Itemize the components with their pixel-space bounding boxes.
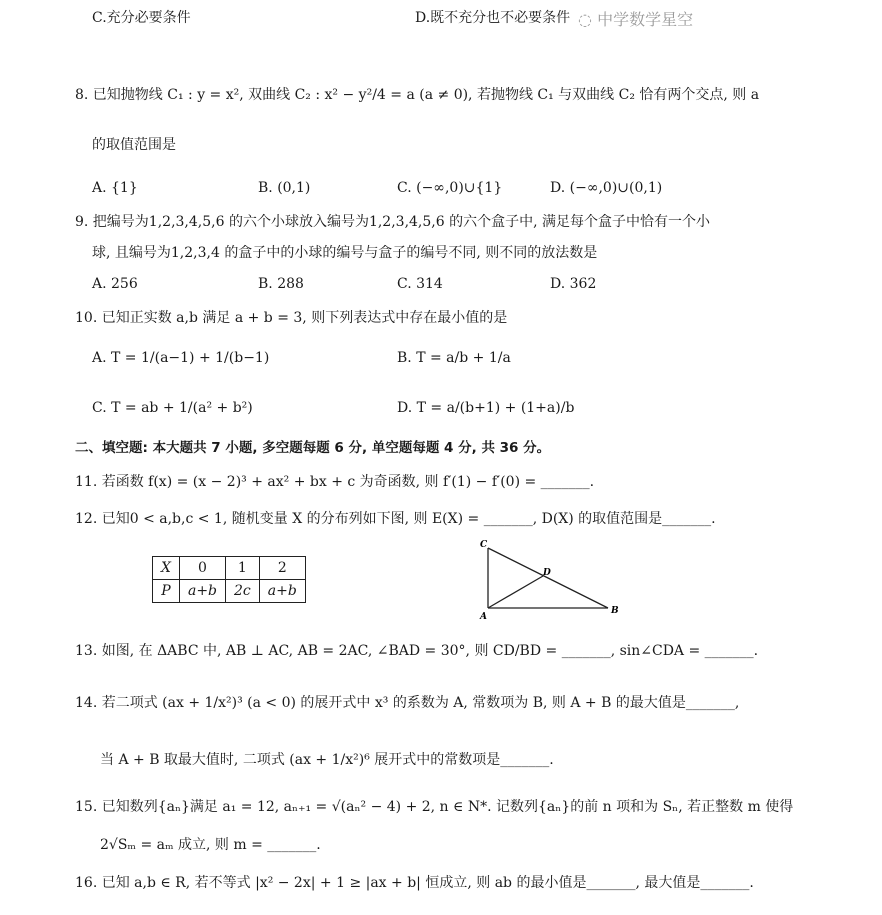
table-cell: 0 [179, 557, 225, 580]
q9-option-a: A. 256 [92, 276, 138, 292]
table-row [153, 557, 306, 580]
q8-option-d: D. (−∞,0)∪(0,1) [550, 180, 663, 196]
label-b: B [611, 606, 619, 616]
distribution-table [152, 556, 306, 603]
table-cell: a+b [179, 580, 225, 603]
watermark-text: 中学数学星空 [597, 10, 694, 29]
section-heading: 二、填空题: 本大题共 7 小题, 多空题每题 6 分, 单空题每题 4 分, 共 36 分。 [75, 440, 551, 456]
q8-option-a: A. {1} [92, 180, 138, 196]
q10-stem: 10. 已知正实数 a,b 满足 a + b = 3, 则下列表达式中存在最小值的是 [75, 310, 508, 326]
table-cell: P [153, 580, 180, 603]
segment-ad [488, 576, 543, 608]
q10-option-c: C. T = ab + 1/(a² + b²) [92, 400, 253, 416]
table-cell: 2c [226, 580, 260, 603]
q8-stem-line2: 的取值范围是 [92, 137, 176, 153]
label-a: A [480, 612, 487, 622]
option-d-prev: D.既不充分也不必要条件 [415, 10, 571, 26]
q10-option-d: D. T = a/(b+1) + (1+a)/b [397, 400, 575, 416]
q15-stem-line1: 15. 已知数列{aₙ}满足 a₁ = 12, aₙ₊₁ = √(aₙ² − 4) + 2, n ∈ N*. 记数列{aₙ}的前 n 项和为 Sₙ, 若正整数 m 使得 [75, 799, 794, 815]
table-cell: 1 [226, 557, 260, 580]
q9-option-c: C. 314 [397, 276, 443, 292]
q14-stem-line1: 14. 若二项式 (ax + 1/x²)³ (a < 0) 的展开式中 x³ 的系数为 A, 常数项为 B, 则 A + B 的最大值是_______, [75, 695, 740, 711]
table-cell: X [153, 557, 180, 580]
watermark [578, 7, 693, 30]
q9-stem-line1: 9. 把编号为1,2,3,4,5,6 的六个小球放入编号为1,2,3,4,5,6 的六个盒子中, 满足每个盒子中恰有一个小 [75, 214, 710, 230]
q10-option-a: A. T = 1/(a−1) + 1/(b−1) [92, 350, 270, 366]
label-d: D [543, 568, 551, 578]
q13-stem: 13. 如图, 在 ΔABC 中, AB ⊥ AC, AB = 2AC, ∠BAD = 30°, 则 CD/BD = _______, sin∠CDA = _______. [75, 643, 759, 659]
q9-option-b: B. 288 [258, 276, 304, 292]
q9-stem-line2: 球, 且编号为1,2,3,4 的盒子中的小球的编号与盒子的编号不同, 则不同的放法数是 [92, 245, 598, 261]
table-row [153, 580, 306, 603]
option-c-prev: C.充分必要条件 [92, 10, 191, 26]
q12-stem: 12. 已知0 < a,b,c < 1, 随机变量 X 的分布列如下图, 则 E(X) = _______, D(X) 的取值范围是_______. [75, 511, 716, 527]
side-cb [488, 548, 608, 608]
q16-stem: 16. 已知 a,b ∈ R, 若不等式 |x² − 2x| + 1 ≥ |ax + b| 恒成立, 则 ab 的最小值是_______, 最大值是_______. [75, 875, 754, 891]
q9-option-d: D. 362 [550, 276, 597, 292]
label-c: C [480, 540, 488, 550]
q11-stem: 11. 若函数 f(x) = (x − 2)³ + ax² + bx + c 为奇函数, 则 f′(1) − f′(0) = _______. [75, 474, 595, 490]
q8-option-b: B. (0,1) [258, 180, 311, 196]
q10-option-b: B. T = a/b + 1/a [397, 350, 511, 366]
q8-option-c: C. (−∞,0)∪{1} [397, 180, 503, 196]
q14-stem-line2: 当 A + B 取最大值时, 二项式 (ax + 1/x²)⁶ 展开式中的常数项是_______. [100, 752, 554, 768]
wechat-icon: ◌ [578, 10, 592, 29]
table-cell: a+b [259, 580, 305, 603]
q15-stem-line2: 2√Sₘ = aₘ 成立, 则 m = _______. [100, 837, 321, 853]
triangle-diagram [475, 538, 635, 628]
table-cell: 2 [259, 557, 305, 580]
q8-stem-line1: 8. 已知抛物线 C₁ : y = x², 双曲线 C₂ : x² − y²/4 = a (a ≠ 0), 若抛物线 C₁ 与双曲线 C₂ 恰有两个交点, 则 a [75, 87, 760, 103]
